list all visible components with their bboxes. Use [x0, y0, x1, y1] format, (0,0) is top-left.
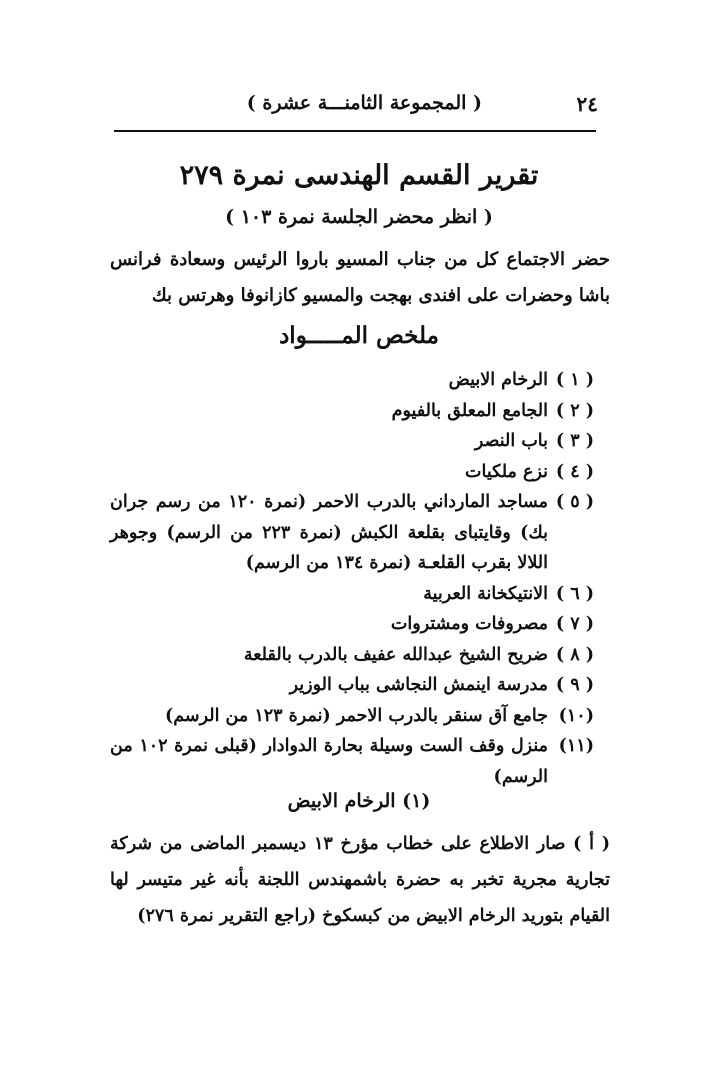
minutes-reference: ( انظر محضر الجلسة نمرة ١٠٣ ) — [225, 206, 493, 228]
list-item — [110, 701, 594, 732]
item-text: منزل وقف الست وسيلة بحارة الدوادار (قبلى نمرة ١٠٢ من الرسم) — [110, 736, 548, 787]
item-number: ( ١ ) — [555, 370, 594, 390]
running-header — [112, 92, 598, 122]
list-item — [110, 396, 594, 427]
item-text: الجامع المعلق بالفيوم — [391, 400, 548, 421]
item-text: ضريح الشيخ عبدالله عفيف بالدرب بالقلعة — [243, 644, 548, 665]
list-item — [110, 426, 594, 457]
section-paragraph: ( أ ) صار الاطلاع على خطاب مؤرخ ١٣ ديسمبر الماضى من شركة تجارية مجرية تخبر به حضرة باشمهندس اللجنة بأنه غير متيسر لها القيام بتوريد الرخام الابيض من كبسكوخ (راجع التقرير نمرة ٢٧٦) — [110, 834, 610, 926]
item-text: الانتيكخانة العربية — [423, 583, 548, 604]
item-number: ( ٤ ) — [555, 461, 594, 482]
list-item — [110, 579, 594, 610]
item-number: (١٠) — [558, 705, 594, 726]
item-number: ( ٨ ) — [555, 644, 594, 665]
item-text: مدرسة اينمش النجاشى بباب الوزير — [289, 675, 548, 695]
item-number: ( ٧ ) — [555, 614, 594, 634]
list-item — [110, 670, 594, 701]
item-text: الرخام الابيض — [448, 370, 548, 390]
item-text: جامع آق سنقر بالدرب الاحمر (نمرة ١٢٣ من الرسم) — [165, 705, 548, 726]
attendance-paragraph: حضر الاجتماع كل من جناب المسيو باروا الرئيس وسعادة فرانس باشا وحضرات على افندى بهجت والمسيو كازانوفا وهرتس بك — [110, 249, 610, 306]
item-number: ( ٣ ) — [555, 431, 594, 451]
item-number: (١١) — [558, 736, 594, 756]
list-item — [110, 457, 594, 488]
page-number: ٢٤ — [576, 92, 598, 116]
header-rule — [114, 130, 596, 132]
item-number: ( ٦ ) — [555, 583, 594, 604]
report-title: تقرير القسم الهندسى نمرة ٢٧٩ — [179, 160, 539, 191]
list-item — [110, 640, 594, 671]
item-text: مصروفات ومشتروات — [390, 614, 548, 634]
item-number: ( ٢ ) — [555, 400, 594, 421]
list-item — [110, 487, 594, 579]
item-text: نزع ملكيات — [465, 461, 548, 482]
summary-heading: ملخص المـــــواد — [279, 322, 439, 349]
section-heading: (١) الرخام الابيض — [287, 790, 431, 812]
list-item — [110, 365, 594, 396]
collection-title: ( المجموعة الثامنـــة عشرة ) — [246, 92, 482, 114]
list-item — [110, 609, 594, 640]
item-text: مساجد المارداني بالدرب الاحمر (نمرة ١٢٠ من رسم جران بك) وقايتباى بقلعة الكبش (نمرة ٢٢٣ من الرسم) وجوهر اللالا بقرب القلعـة (نمرة ١٣٤ من الرسم) — [110, 492, 548, 573]
list-item — [110, 731, 594, 792]
item-text: باب النصر — [474, 431, 548, 451]
item-number: ( ٥ ) — [555, 492, 594, 512]
summary-list — [110, 365, 594, 792]
item-number: ( ٩ ) — [555, 675, 594, 695]
